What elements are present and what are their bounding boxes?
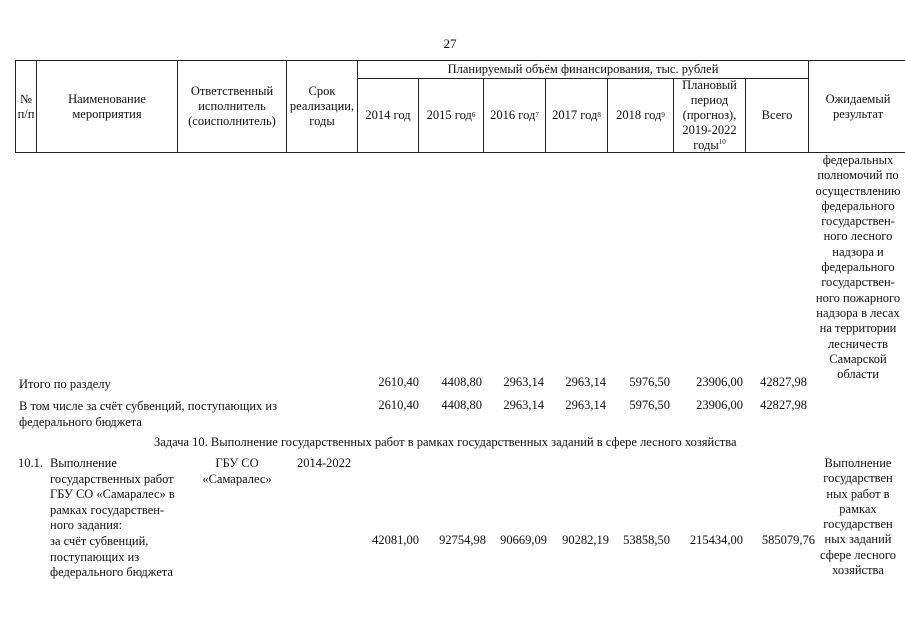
total-2018: 5976,50: [629, 375, 670, 389]
header-total: [745, 78, 809, 153]
item-name: Выполнение государственных работ ГБУ СО «Самаралес» в рамках государствен- ного задания:: [50, 456, 175, 532]
header-year-label: Всего: [761, 108, 793, 122]
total-row-label: Итого по разделу: [19, 377, 111, 391]
item-sub-label: за счёт субвенций, поступающих из федерального бюджета: [50, 534, 173, 579]
subsidy-2015: 4408,80: [441, 398, 482, 412]
item-planned: 215434,00: [689, 533, 743, 547]
total-2015: 4408,80: [441, 375, 482, 389]
subsidy-2018: 5976,50: [629, 398, 670, 412]
item-term: 2014-2022: [297, 456, 352, 470]
total-planned: 23906,00: [696, 375, 743, 389]
header-year-2015: [418, 78, 484, 153]
subsidy-planned: 23906,00: [696, 398, 743, 412]
continued-result-text: федеральных полномочий по осуществлению федерального государствен- ного лесного надзора и федерального государствен- ного пожарного надзора в лесах на территории лесничеств Самарской области: [815, 153, 901, 382]
task-10-title: Задача 10. Выполнение государственных работ в рамках государственных заданий в сфере лесного хозяйства: [154, 435, 737, 449]
subsidy-2016: 2963,14: [503, 398, 544, 412]
item-2016: 90669,09: [500, 533, 547, 547]
item-responsible: ГБУ СО «Самаралес»: [202, 456, 272, 486]
header-year-label: 2015 год: [426, 108, 472, 122]
header-year-label: 2018 год: [616, 108, 662, 122]
header-year-2018: [607, 78, 674, 153]
item-sum: 585079,76: [761, 533, 815, 547]
header-year-label: Плановый период (прогноз), 2019-2022 годы: [682, 77, 737, 153]
total-sum: 42827,98: [760, 375, 807, 389]
footnote-mark: 8: [597, 111, 601, 120]
subsidy-2014: 2610,40: [378, 398, 419, 412]
header-col-financing: Планируемый объём финансирования, тыс. рублей: [357, 60, 809, 79]
item-result: Выполнение государствен ных работ в рамках государствен ных заданий сфере лесного хозяйства: [820, 456, 896, 578]
header-planned-period: [673, 78, 746, 153]
item-2018: 53858,50: [623, 533, 670, 547]
page-number: 27: [443, 36, 457, 51]
footnote-mark: 9: [661, 111, 665, 120]
footnote-mark: 7: [535, 111, 539, 120]
header-col-result: Ожидаемый результат: [808, 60, 905, 153]
header-col-name: Наименование мероприятия: [36, 60, 178, 153]
total-2017: 2963,14: [565, 375, 606, 389]
item-2014: 42081,00: [372, 533, 419, 547]
header-year-2014: [357, 78, 419, 153]
header-year-2016: [483, 78, 546, 153]
header-col-term: Срок реализации, годы: [286, 60, 358, 153]
subsidy-row-label: В том числе за счёт субвенций, поступающих из федерального бюджета: [19, 399, 278, 429]
item-2015: 92754,98: [439, 533, 486, 547]
item-number: 10.1.: [18, 456, 43, 470]
header-year-label: 2017 год: [552, 108, 598, 122]
total-2016: 2963,14: [503, 375, 544, 389]
subsidy-sum: 42827,98: [760, 398, 807, 412]
header-year-label: 2016 год: [490, 108, 536, 122]
footnote-mark: 10: [718, 137, 726, 146]
item-2017: 90282,19: [562, 533, 609, 547]
header-year-2017: [545, 78, 608, 153]
header-year-label: 2014 год: [365, 108, 411, 122]
subsidy-2017: 2963,14: [565, 398, 606, 412]
footnote-mark: 6: [471, 111, 476, 120]
header-col-responsible: Ответственный исполнитель (соисполнитель): [177, 60, 287, 153]
header-col-num: № п/п: [15, 60, 37, 153]
total-2014: 2610,40: [378, 375, 419, 389]
